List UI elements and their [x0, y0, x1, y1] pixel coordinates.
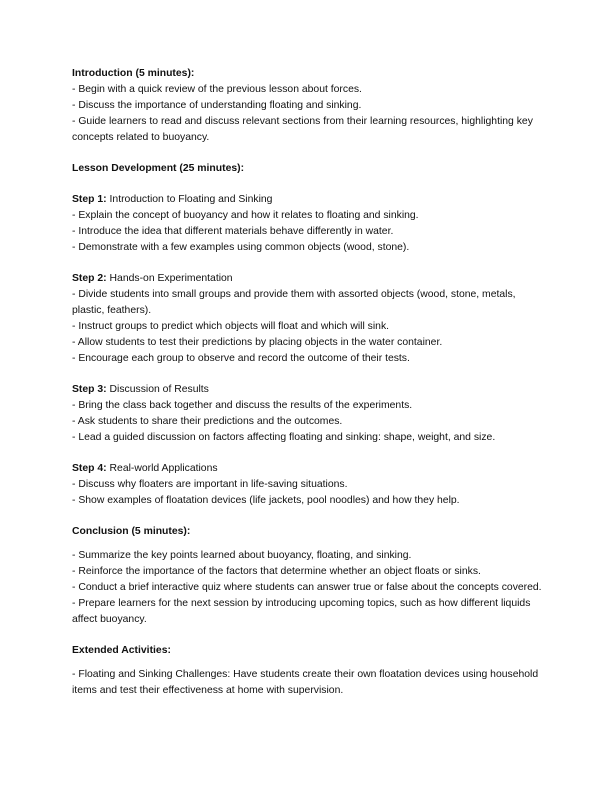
step-line: - Bring the class back together and discuss the results of the experiments.: [72, 400, 413, 411]
step-line: - Allow students to test their predictions by placing objects in the water container.: [72, 337, 443, 348]
step-1-text: Introduction to Floating and Sinking: [106, 194, 273, 205]
step-4-title: [72, 461, 544, 477]
extended-activities-heading: Extended Activities:: [72, 645, 171, 656]
conclusion-heading: Conclusion (5 minutes):: [72, 526, 191, 537]
step-line: - Discuss why floaters are important in life-saving situations.: [72, 479, 348, 490]
step-4-text: Real-world Applications: [106, 463, 218, 474]
conclusion-line: - Prepare learners for the next session by introducing upcoming topics, such as how different liquids affect buoyancy.: [72, 598, 531, 625]
intro-line: - Begin with a quick review of the previous lesson about forces.: [72, 84, 362, 95]
step-line: - Lead a guided discussion on factors affecting floating and sinking: shape, weight, and size.: [72, 432, 496, 443]
conclusion-line: - Reinforce the importance of the factors that determine whether an object floats or sinks.: [72, 566, 481, 577]
step-3-text: Discussion of Results: [106, 384, 209, 395]
conclusion-line: - Conduct a brief interactive quiz where students can answer true or false about the concepts covered.: [72, 582, 542, 593]
step-line: - Instruct groups to predict which objects will float and which will sink.: [72, 321, 390, 332]
step-4-label: Step 4:: [72, 463, 107, 474]
lesson-development-heading: Lesson Development (25 minutes):: [72, 163, 245, 174]
conclusion-line: - Summarize the key points learned about buoyancy, floating, and sinking.: [72, 550, 412, 561]
document-page: [72, 66, 544, 699]
step-2-label: Step 2:: [72, 273, 107, 284]
step-line: - Encourage each group to observe and record the outcome of their tests.: [72, 353, 410, 364]
step-2-title: [72, 271, 544, 287]
extended-line: - Floating and Sinking Challenges: Have students create their own floatation devices using household items and test their effectiveness at home with supervision.: [72, 669, 539, 696]
step-line: - Demonstrate with a few examples using common objects (wood, stone).: [72, 242, 410, 253]
introduction-heading: Introduction (5 minutes):: [72, 68, 195, 79]
intro-line: - Discuss the importance of understanding floating and sinking.: [72, 100, 362, 111]
step-2-text: Hands-on Experimentation: [106, 273, 233, 284]
step-line: - Divide students into small groups and provide them with assorted objects (wood, stone, metals, plastic, feathers).: [72, 289, 516, 316]
step-line: - Ask students to share their predictions and the outcomes.: [72, 416, 343, 427]
step-line: - Show examples of floatation devices (life jackets, pool noodles) and how they help.: [72, 495, 460, 506]
step-line: - Explain the concept of buoyancy and how it relates to floating and sinking.: [72, 210, 419, 221]
step-line: - Introduce the idea that different materials behave differently in water.: [72, 226, 394, 237]
step-3-title: [72, 382, 544, 398]
step-3-label: Step 3:: [72, 384, 107, 395]
step-1-title: [72, 192, 544, 208]
step-1-label: Step 1:: [72, 194, 107, 205]
intro-line: - Guide learners to read and discuss relevant sections from their learning resources, highlighting key concepts related to buoyancy.: [72, 116, 533, 143]
